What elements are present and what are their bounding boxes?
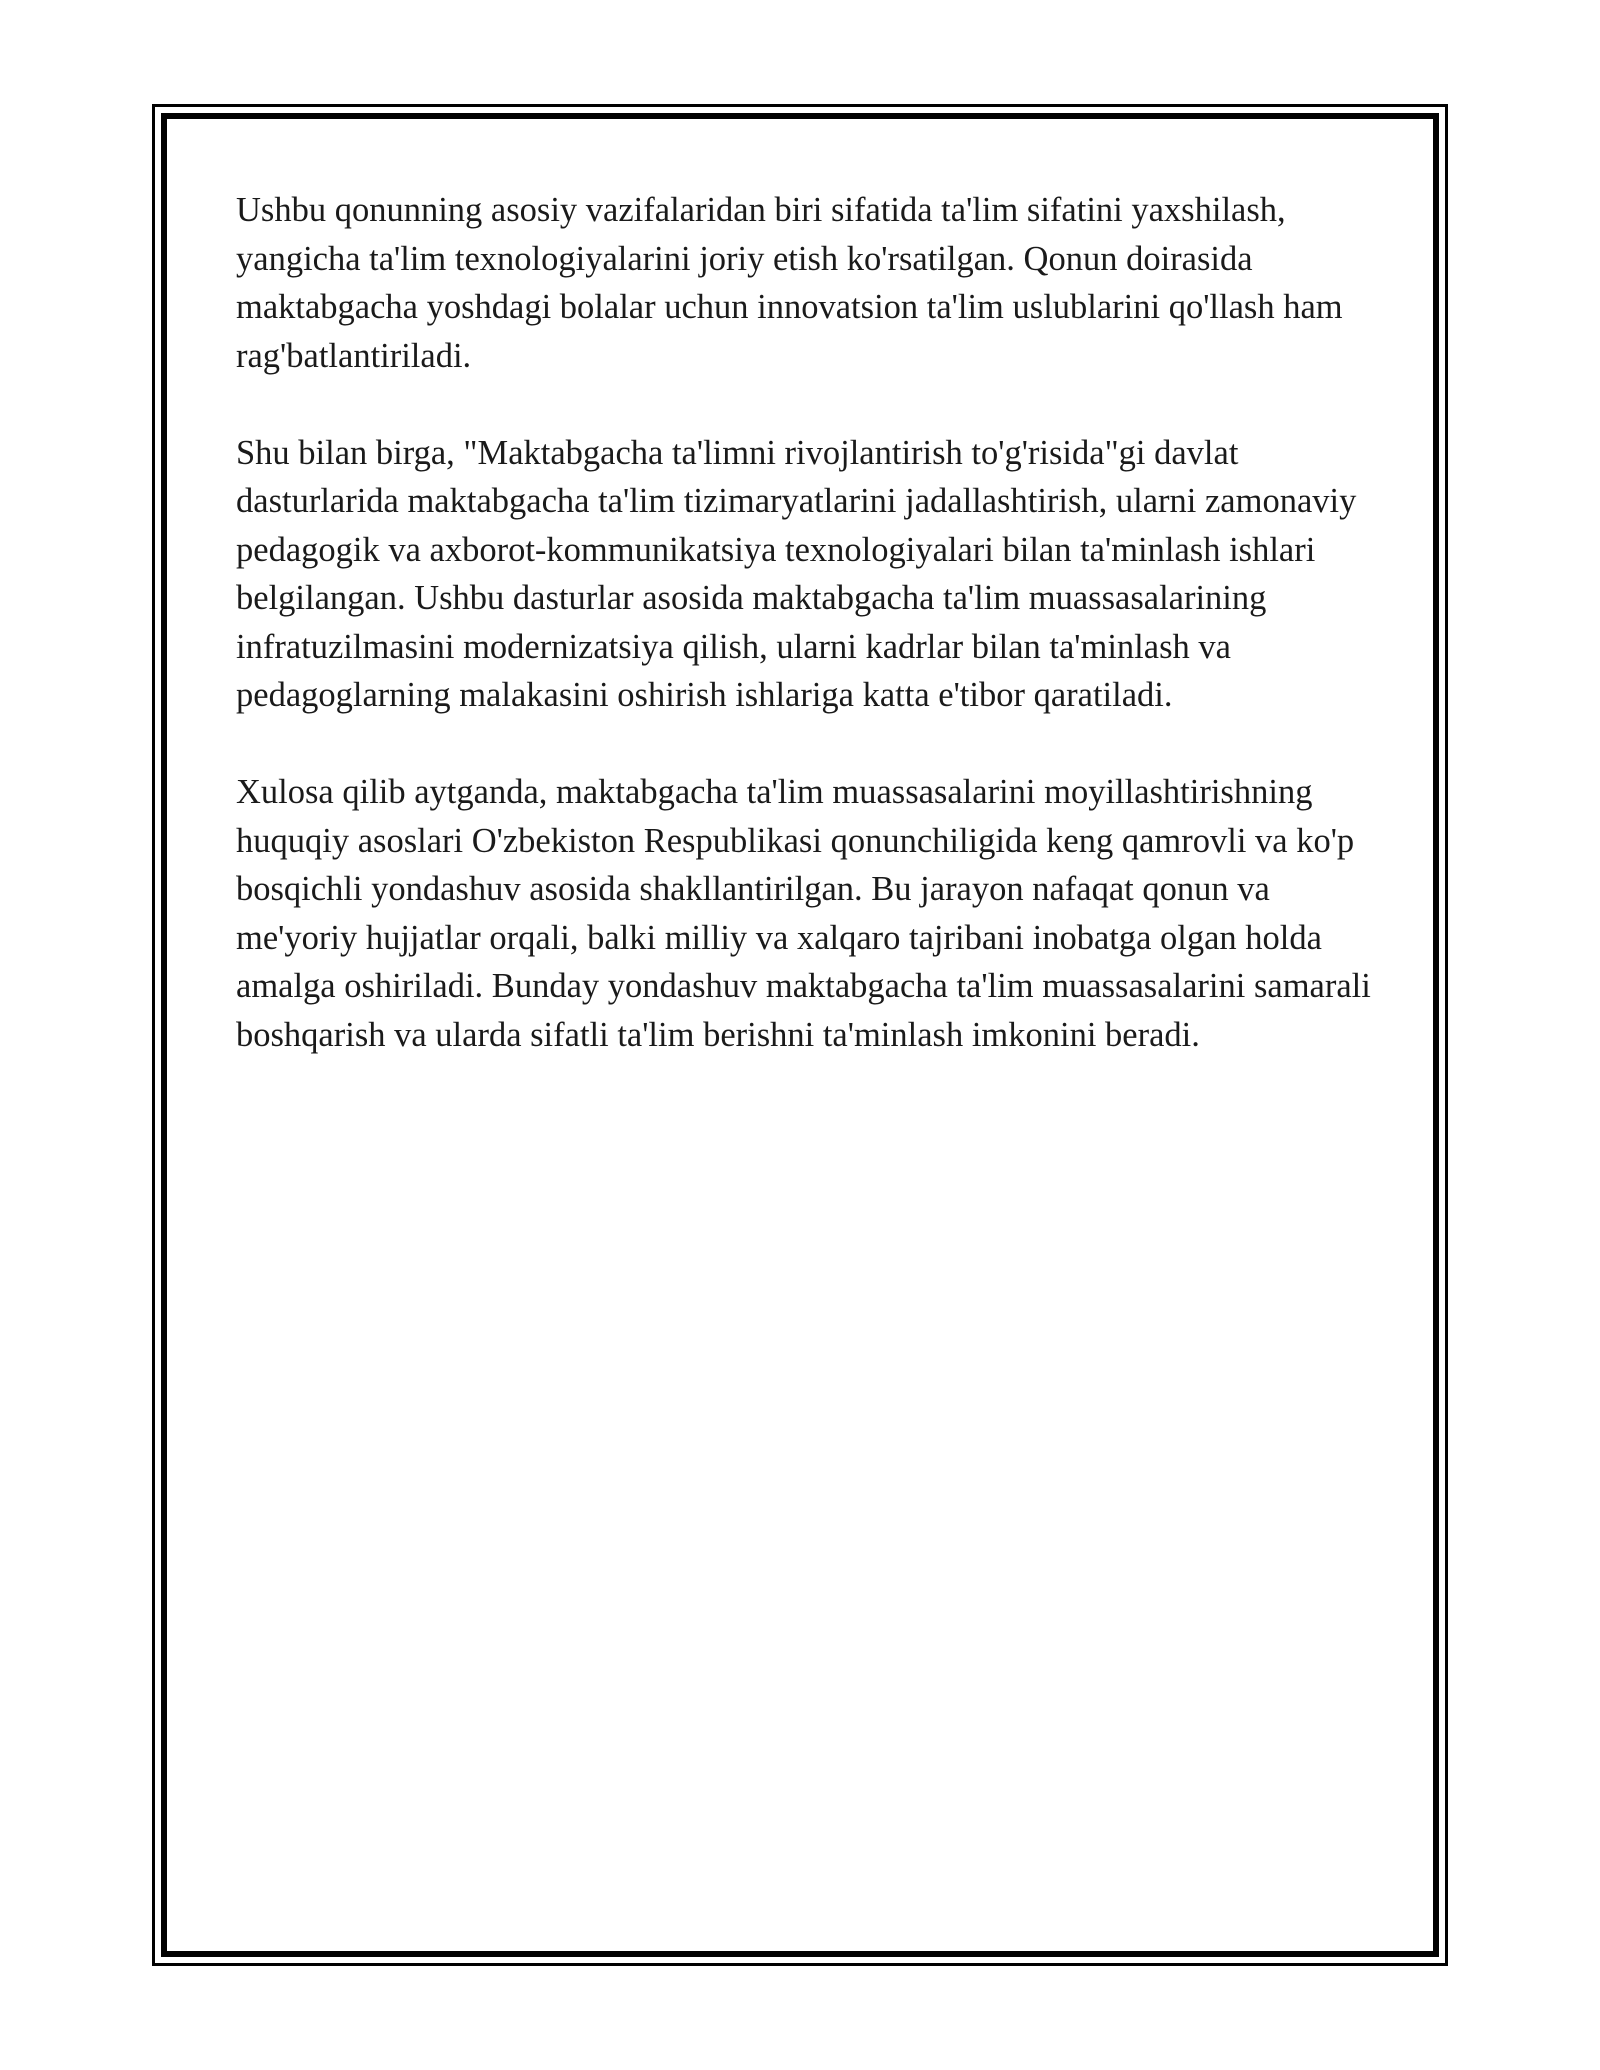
document-body [236,186,1376,1108]
paragraph-3: Xulosa qilib aytganda, maktabgacha ta'lim muassasalarini moyillashtirishning huquqiy asoslari O'zbekiston Respublikasi qonunchiligida keng qamrovli va ko'p bosqichli yondashuv asosida shakllantirilgan. Bu jarayon nafaqat qonun va me'yoriy hujjatlar orqali, balki milliy va xalqaro tajribani inobatga olgan holda amalga oshiriladi. Bunday yondashuv maktabgacha ta'lim muassasalarini samarali boshqarish va ularda sifatli ta'lim berishni ta'minlash imkonini beradi. [236,773,1371,1054]
paragraph-2: Shu bilan birga, "Maktabgacha ta'limni rivojlantirish to'g'risida"gi davlat dasturlarida maktabgacha ta'lim tizimaryatlarini jadallashtirish, ularni zamonaviy pedagogik va axborot-kommunikatsiya texnologiyalari bilan ta'minlash ishlari belgilangan. Ushbu dasturlar asosida maktabgacha ta'lim muassasalarining infratuzilmasini modernizatsiya qilish, ularni kadrlar bilan ta'minlash va pedagoglarning malakasini oshirish ishlariga katta e'tibor qaratiladi. [236,433,1357,714]
paragraph-1: Ushbu qonunning asosiy vazifalaridan biri sifatida ta'lim sifatini yaxshilash, yangicha ta'lim texnologiyalarini joriy etish ko'rsatilgan. Qonun doirasida maktabgacha yoshdagi bolalar uchun innovatsion ta'lim uslublarini qo'llash ham rag'batlantiriladi. [236,191,1343,375]
